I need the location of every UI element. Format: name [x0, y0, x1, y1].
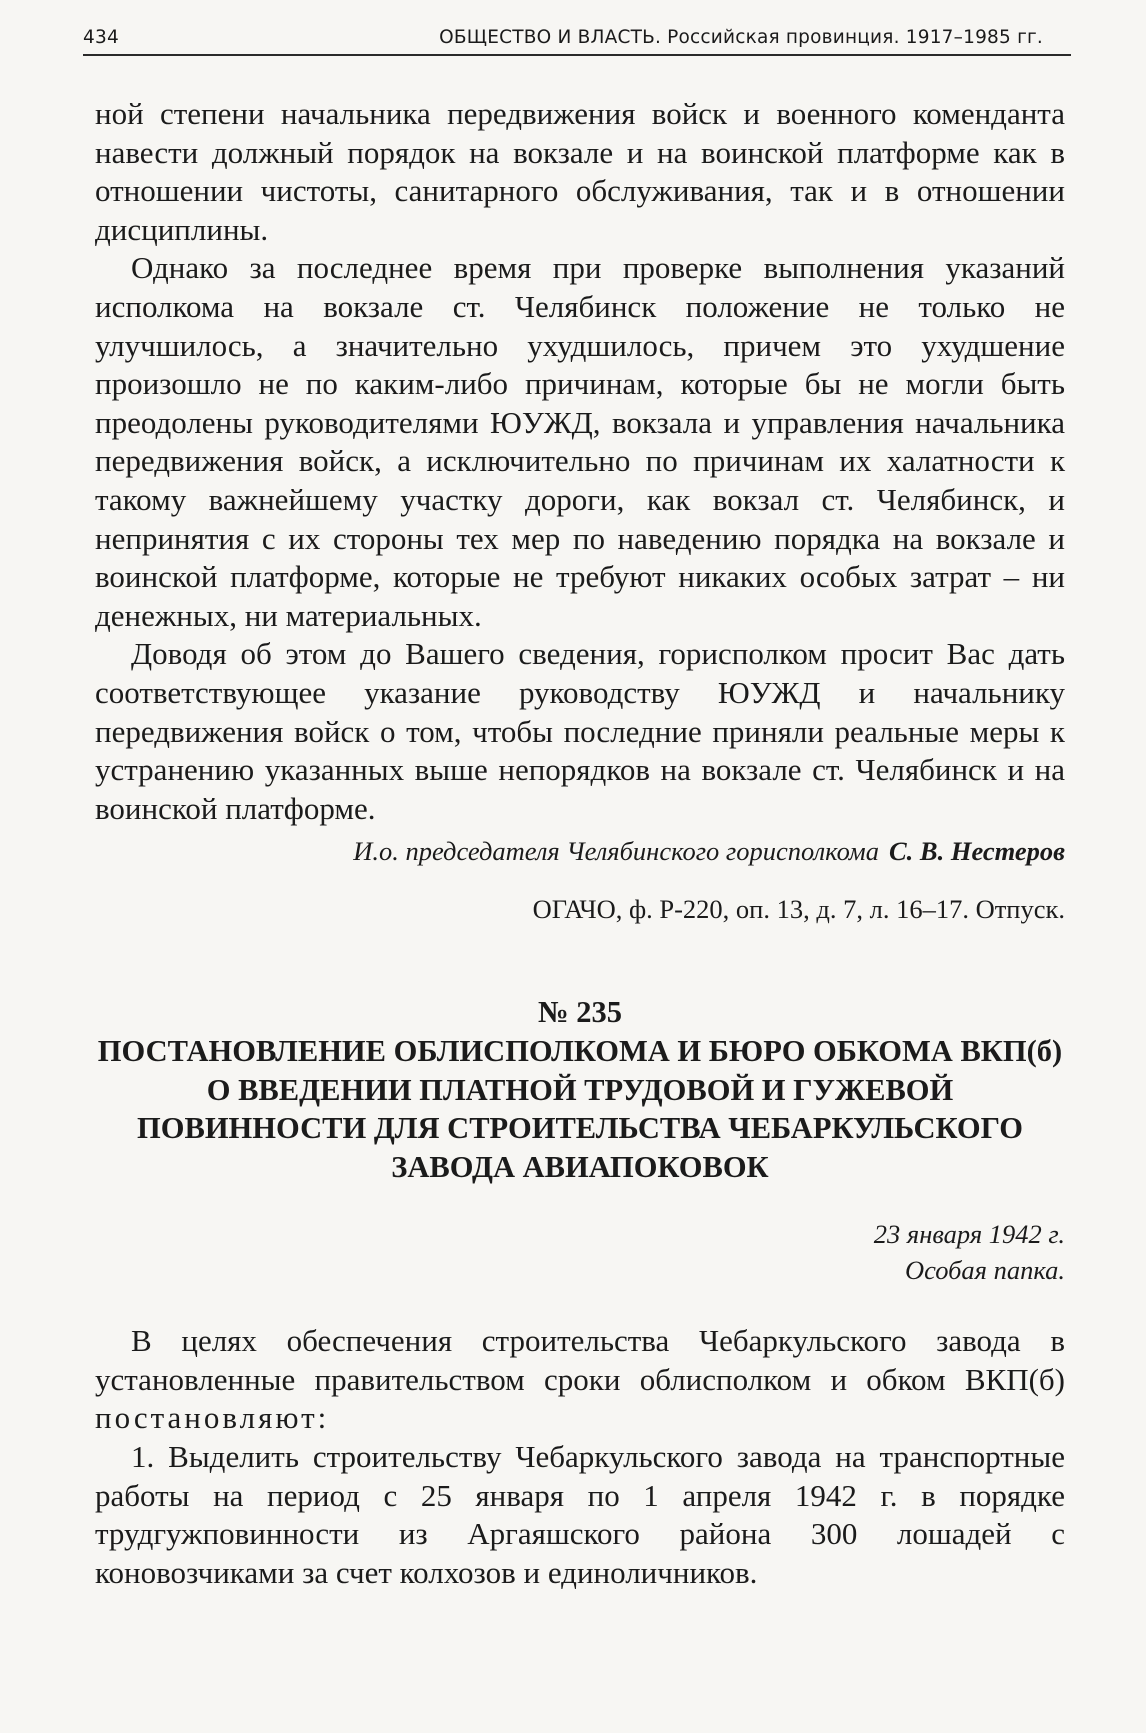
document-date: 23 января 1942 г.	[873, 1219, 1065, 1250]
preamble-paragraph	[95, 1322, 1065, 1438]
signature-title: И.о. председателя Челябинского горисполкома	[353, 836, 879, 867]
paragraph-continued: ной степени начальника передвижения войск и военного коменданта навести должный порядок на вокзале и на воинской платформе как в отношении чистоты, санитарного обслуживания, так и в отношении дисциплины.	[95, 96, 1065, 247]
document-classification: Особая папка.	[904, 1255, 1065, 1286]
running-title: ОБЩЕСТВО И ВЛАСТЬ. Российская провинция. 1917–1985 гг.	[439, 27, 1043, 48]
document-title-line: ЗАВОДА АВИАПОКОВОК	[391, 1149, 769, 1184]
paragraph: Доводя об этом до Вашего сведения, горисполком просит Вас дать соответствующее указание руководству ЮУЖД и начальнику передвижения войск о том, чтобы последние приняли реальные меры к устранению указанных выше непорядков на вокзале ст. Челябинск и на воинской платформе.	[95, 636, 1065, 826]
paragraph: Однако за последнее время при проверке выполнения указаний исполкома на вокзале ст. Челябинск положение не только не улучшилось, а значительно ухудшилось, причем это ухудшение произошло не по каким-либо причинам, которые бы не могли быть преодолены руководителями ЮУЖД, вокзала и управления начальника передвижения войск, а исключительно по причинам их халатности к такому важнейшему участку дороги, как вокзал ст. Челябинск, и непринятия с их стороны тех мер по наведению порядка на вокзале и воинской платформе, которые не требуют никаких особых затрат – ни денежных, ни материальных.	[95, 250, 1065, 633]
signature-name: С. В. Нестеров	[888, 836, 1065, 867]
document-title-line: ПОСТАНОВЛЕНИЕ ОБЛИСПОЛКОМА И БЮРО ОБКОМА ВКП(б)	[97, 1034, 1063, 1069]
page-body	[95, 95, 1065, 1592]
decree-word: постановляют:	[95, 1400, 330, 1436]
decree-item-1: 1. Выделить строительству Чебаркульского завода на транспортные работы на период с 25 января по 1 апреля 1942 г. в порядке трудгужповинности из Аргаяшского района 300 лошадей с коновозчиками за счет колхозов и единоличников.	[95, 1439, 1065, 1590]
header-rule	[83, 54, 1071, 56]
document-title-line: ПОВИННОСТИ ДЛЯ СТРОИТЕЛЬСТВА ЧЕБАРКУЛЬСКОГО	[137, 1111, 1023, 1146]
running-header	[83, 22, 1071, 58]
document-number: № 235	[537, 995, 623, 1030]
document-title-line: О ВВЕДЕНИИ ПЛАТНОЙ ТРУДОВОЙ И ГУЖЕВОЙ	[206, 1072, 954, 1107]
page-number: 434	[83, 27, 119, 48]
signature-line	[95, 830, 1065, 872]
preamble-text: В целях обеспечения строительства Чебаркульского завода в установленные правительством сроки облисполком и обком ВКП(б)	[95, 1323, 1065, 1397]
archive-reference: ОГАЧО, ф. Р-220, оп. 13, д. 7, л. 16–17. Отпуск.	[532, 894, 1065, 925]
